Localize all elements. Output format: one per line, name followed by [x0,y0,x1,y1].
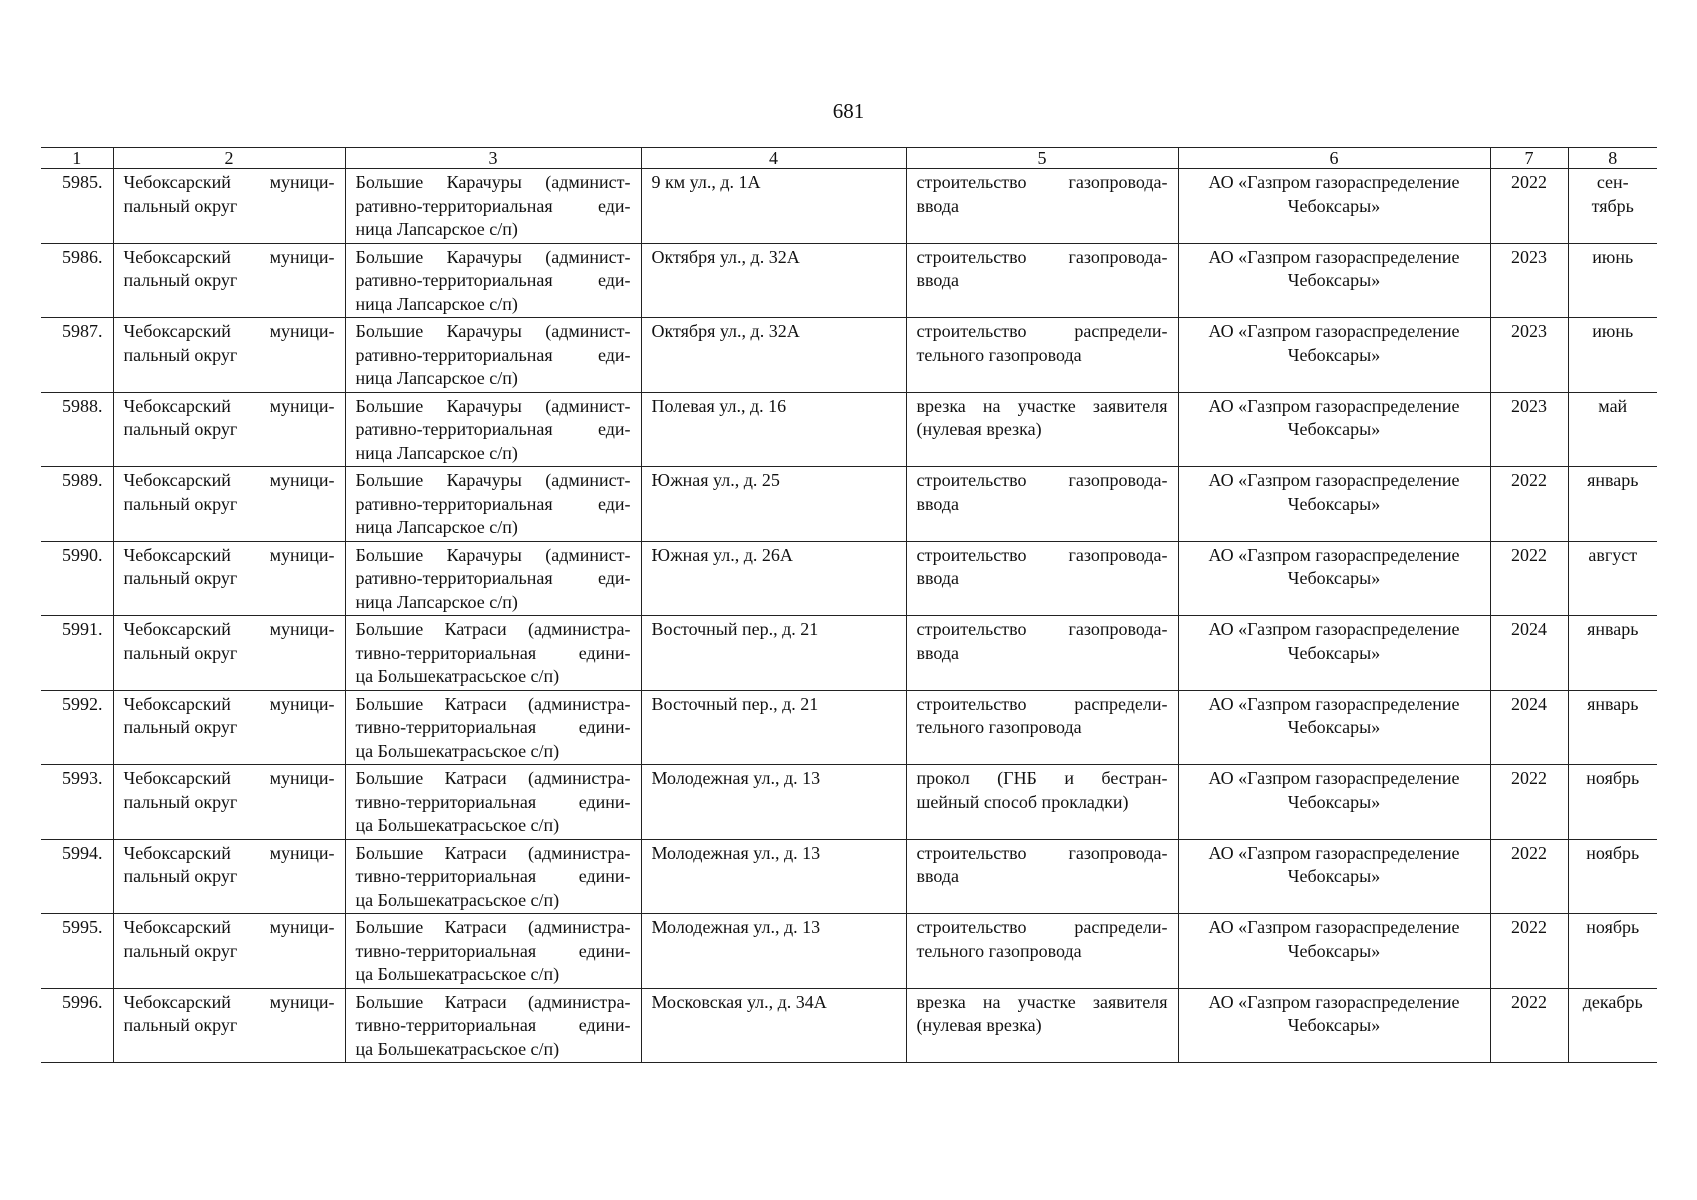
column-number: 8 [1568,148,1657,169]
organization-line: АО «Газпром газораспределение [1208,693,1460,714]
work-type-line: тельного газопровода [916,940,1082,961]
organization-line: Чебоксары» [1287,791,1381,812]
month-cell [1568,541,1657,616]
table-row [41,243,1657,318]
column-number: 1 [41,148,113,169]
organization-cell [1178,914,1490,989]
table-row [41,541,1657,616]
table-body [41,148,1657,1063]
district-line: пальный округ [123,940,238,961]
month-line: июнь [1592,246,1634,267]
work-type-line: строительство газопровода- [916,470,1168,490]
settlement-line: тивно-территориальная едини- [355,717,631,737]
year-cell: 2022 [1490,169,1568,244]
district-cell [113,914,345,989]
district-line: пальный округ [123,493,238,514]
address-cell [641,616,906,691]
organization-cell [1178,467,1490,542]
district-line: пальный округ [123,866,238,886]
table-row [41,392,1657,467]
column-number-row [41,148,1657,169]
year-cell: 2023 [1490,243,1568,318]
row-number-cell: 5986. [41,243,113,318]
district-cell [113,988,345,1063]
work-type-cell [906,765,1178,840]
row-number-cell: 5990. [41,541,113,616]
organization-cell [1178,690,1490,765]
row-number-cell: 5995. [41,914,113,989]
address-line: Московская ул., д. 34А [651,991,827,1012]
settlement-line: Большие Карачуры (админист- [355,544,631,565]
month-line: май [1598,395,1628,416]
settlement-cell [345,392,641,467]
address-cell [641,765,906,840]
organization-cell [1178,988,1490,1063]
year-cell: 2024 [1490,690,1568,765]
settlement-line: Большие Катраси (администра- [355,991,631,1012]
settlement-line: ница Лапсарское с/п) [355,517,518,537]
address-line: Октября ул., д. 32А [651,321,800,341]
column-number: 6 [1178,148,1490,169]
work-type-cell [906,318,1178,393]
address-line: Восточный пер., д. 21 [651,693,819,714]
district-line: Чебоксарский муници- [123,991,335,1012]
settlement-line: ца Большекатрасьское с/п) [355,964,560,984]
year-cell: 2022 [1490,914,1568,989]
column-number: 7 [1490,148,1568,169]
organization-line: АО «Газпром газораспределение [1208,842,1460,863]
settlement-cell [345,467,641,542]
settlement-line: ца Большекатрасьское с/п) [355,815,560,835]
month-cell [1568,318,1657,393]
month-cell [1568,392,1657,467]
address-line: Восточный пер., д. 21 [651,619,819,639]
month-cell [1568,839,1657,914]
address-line: Молодежная ул., д. 13 [651,917,821,937]
settlement-cell [345,541,641,616]
settlement-cell [345,765,641,840]
settlement-line: ница Лапсарское с/п) [355,591,518,612]
address-line: Октября ул., д. 32А [651,246,800,267]
column-number: 5 [906,148,1178,169]
page-number: 681 [832,99,865,123]
organization-line: АО «Газпром газораспределение [1208,991,1460,1012]
work-type-cell [906,243,1178,318]
settlement-line: ца Большекатрасьское с/п) [355,1038,560,1059]
district-line: пальный округ [123,1015,238,1035]
table-row [41,765,1657,840]
month-cell [1568,988,1657,1063]
settlement-line: тивно-территориальная едини- [355,642,631,663]
organization-cell [1178,616,1490,691]
organization-line: АО «Газпром газораспределение [1208,768,1460,788]
district-line: пальный округ [123,791,238,812]
row-number-cell: 5989. [41,467,113,542]
district-line: Чебоксарский муници- [123,693,335,714]
row-number-cell: 5988. [41,392,113,467]
settlement-line: ница Лапсарское с/п) [355,293,518,314]
month-line: январь [1587,693,1639,714]
work-type-line: тельного газопровода [916,344,1082,365]
work-type-line: строительство газопровода- [916,544,1168,565]
row-number-cell: 5996. [41,988,113,1063]
work-type-line: врезка на участке заявителя [916,395,1168,416]
year-cell: 2022 [1490,467,1568,542]
work-type-cell [906,616,1178,691]
organization-cell [1178,243,1490,318]
organization-line: Чебоксары» [1287,419,1381,439]
district-cell [113,690,345,765]
month-cell [1568,765,1657,840]
work-type-cell [906,690,1178,765]
organization-line: Чебоксары» [1287,195,1381,216]
month-line: январь [1587,470,1639,490]
work-type-cell [906,914,1178,989]
year-cell: 2024 [1490,616,1568,691]
address-cell [641,467,906,542]
registry-table [41,147,1657,1063]
row-number-cell: 5992. [41,690,113,765]
work-type-line: шейный способ прокладки) [916,791,1129,812]
organization-line: АО «Газпром газораспределение [1208,917,1460,937]
settlement-line: ница Лапсарское с/п) [355,442,518,463]
work-type-line: ввода [916,642,960,663]
month-line: август [1588,544,1638,565]
settlement-line: ративно-территориальная еди- [355,493,631,514]
month-cell [1568,690,1657,765]
organization-line: АО «Газпром газораспределение [1208,172,1460,192]
settlement-cell [345,169,641,244]
settlement-cell [345,616,641,691]
work-type-cell [906,541,1178,616]
address-line: Южная ул., д. 25 [651,470,780,490]
settlement-line: Большие Катраси (администра- [355,917,631,937]
district-line: пальный округ [123,568,238,588]
district-cell [113,765,345,840]
district-line: Чебоксарский муници- [123,768,335,788]
district-line: Чебоксарский муници- [123,395,335,416]
settlement-line: Большие Карачуры (админист- [355,470,631,490]
organization-cell [1178,318,1490,393]
year-cell: 2022 [1490,765,1568,840]
settlement-cell [345,318,641,393]
address-cell [641,318,906,393]
organization-cell [1178,765,1490,840]
settlement-line: тивно-территориальная едини- [355,866,631,886]
settlement-line: Большие Катраси (администра- [355,693,631,714]
district-line: пальный округ [123,642,238,663]
work-type-line: ввода [916,493,960,514]
organization-line: Чебоксары» [1287,642,1381,663]
work-type-line: строительство распредели- [916,321,1168,341]
address-line: Полевая ул., д. 16 [651,395,787,416]
district-cell [113,839,345,914]
settlement-line: ративно-территориальная еди- [355,195,631,216]
organization-line: Чебоксары» [1287,866,1381,886]
district-line: Чебоксарский муници- [123,544,335,565]
settlement-line: ративно-территориальная еди- [355,419,631,439]
row-number-cell: 5991. [41,616,113,691]
organization-line: АО «Газпром газораспределение [1208,321,1460,341]
settlement-cell [345,988,641,1063]
district-line: пальный округ [123,195,238,216]
settlement-line: ративно-территориальная еди- [355,568,631,588]
address-line: Молодежная ул., д. 13 [651,768,821,788]
district-line: Чебоксарский муници- [123,246,335,267]
work-type-cell [906,467,1178,542]
settlement-line: ница Лапсарское с/п) [355,219,518,239]
year-cell: 2023 [1490,318,1568,393]
table-row [41,914,1657,989]
settlement-line: ца Большекатрасьское с/п) [355,666,560,686]
month-cell [1568,169,1657,244]
table-row [41,616,1657,691]
settlement-line: тивно-территориальная едини- [355,940,631,961]
year-cell: 2022 [1490,988,1568,1063]
month-line: ноябрь [1586,917,1640,937]
year-cell: 2023 [1490,392,1568,467]
month-line: сен- [1596,172,1629,192]
organization-cell [1178,392,1490,467]
table-row [41,839,1657,914]
settlement-line: ративно-территориальная еди- [355,344,631,365]
organization-line: АО «Газпром газораспределение [1208,619,1460,639]
table-row [41,988,1657,1063]
month-line: ноябрь [1586,842,1640,863]
work-type-line: ввода [916,195,960,216]
month-cell [1568,914,1657,989]
settlement-line: Большие Карачуры (админист- [355,246,631,267]
work-type-line: прокол (ГНБ и бестран- [916,768,1168,788]
organization-cell [1178,169,1490,244]
month-line: июнь [1592,321,1634,341]
work-type-line: врезка на участке заявителя [916,991,1168,1012]
month-line: ноябрь [1586,768,1640,788]
month-line: декабрь [1582,991,1643,1012]
work-type-cell [906,839,1178,914]
address-cell [641,243,906,318]
settlement-line: тивно-территориальная едини- [355,1015,631,1035]
district-line: Чебоксарский муници- [123,842,335,863]
settlement-line: Большие Катраси (администра- [355,768,631,788]
settlement-cell [345,243,641,318]
work-type-line: ввода [916,568,960,588]
row-number-cell: 5987. [41,318,113,393]
district-line: Чебоксарский муници- [123,172,335,192]
table-row [41,318,1657,393]
address-cell [641,914,906,989]
column-number: 2 [113,148,345,169]
work-type-line: (нулевая врезка) [916,1015,1042,1035]
district-line: пальный округ [123,717,238,737]
work-type-line: строительство газопровода- [916,842,1168,863]
address-cell [641,839,906,914]
district-cell [113,467,345,542]
year-cell: 2022 [1490,541,1568,616]
work-type-line: ввода [916,866,960,886]
district-cell [113,541,345,616]
row-number-cell: 5994. [41,839,113,914]
address-line: 9 км ул., д. 1А [651,172,761,192]
address-cell [641,690,906,765]
organization-line: Чебоксары» [1287,940,1381,961]
settlement-cell [345,839,641,914]
address-line: Молодежная ул., д. 13 [651,842,821,863]
month-cell [1568,243,1657,318]
work-type-line: строительство газопровода- [916,246,1168,267]
district-cell [113,243,345,318]
district-cell [113,318,345,393]
table-row [41,467,1657,542]
district-line: пальный округ [123,270,238,290]
settlement-line: Большие Катраси (администра- [355,842,631,863]
work-type-line: тельного газопровода [916,717,1082,737]
address-cell [641,392,906,467]
organization-line: Чебоксары» [1287,493,1381,514]
address-line: Южная ул., д. 26А [651,544,793,565]
row-number-cell: 5985. [41,169,113,244]
work-type-cell [906,988,1178,1063]
organization-line: АО «Газпром газораспределение [1208,544,1460,565]
organization-line: АО «Газпром газораспределение [1208,246,1460,267]
month-line: тябрь [1591,195,1634,216]
settlement-line: ративно-территориальная еди- [355,270,631,290]
organization-line: АО «Газпром газораспределение [1208,395,1460,416]
organization-line: Чебоксары» [1287,568,1381,588]
organization-cell [1178,541,1490,616]
district-line: Чебоксарский муници- [123,619,335,639]
month-line: январь [1587,619,1639,639]
settlement-line: ница Лапсарское с/п) [355,368,518,388]
settlement-line: тивно-территориальная едини- [355,791,631,812]
work-type-line: строительство распредели- [916,693,1168,714]
work-type-line: строительство газопровода- [916,619,1168,639]
organization-line: Чебоксары» [1287,344,1381,365]
column-number: 4 [641,148,906,169]
organization-line: АО «Газпром газораспределение [1208,470,1460,490]
table-row [41,169,1657,244]
address-cell [641,169,906,244]
organization-line: Чебоксары» [1287,270,1381,290]
address-cell [641,541,906,616]
settlement-line: ца Большекатрасьское с/п) [355,889,560,910]
work-type-line: строительство газопровода- [916,172,1168,192]
column-number: 3 [345,148,641,169]
organization-line: Чебоксары» [1287,717,1381,737]
district-cell [113,392,345,467]
table-row [41,690,1657,765]
district-cell [113,169,345,244]
settlement-line: ца Большекатрасьское с/п) [355,740,560,761]
organization-cell [1178,839,1490,914]
organization-line: Чебоксары» [1287,1015,1381,1035]
district-line: Чебоксарский муници- [123,321,335,341]
district-line: пальный округ [123,419,238,439]
work-type-cell [906,392,1178,467]
work-type-cell [906,169,1178,244]
district-line: Чебоксарский муници- [123,470,335,490]
district-cell [113,616,345,691]
district-line: пальный округ [123,344,238,365]
settlement-cell [345,914,641,989]
month-cell [1568,616,1657,691]
settlement-line: Большие Карачуры (админист- [355,172,631,192]
district-line: Чебоксарский муници- [123,917,335,937]
settlement-cell [345,690,641,765]
work-type-line: (нулевая врезка) [916,419,1042,439]
settlement-line: Большие Карачуры (админист- [355,321,631,341]
row-number-cell: 5993. [41,765,113,840]
work-type-line: строительство распредели- [916,917,1168,937]
work-type-line: ввода [916,270,960,290]
settlement-line: Большие Катраси (администра- [355,619,631,639]
year-cell: 2022 [1490,839,1568,914]
settlement-line: Большие Карачуры (админист- [355,395,631,416]
address-cell [641,988,906,1063]
month-cell [1568,467,1657,542]
